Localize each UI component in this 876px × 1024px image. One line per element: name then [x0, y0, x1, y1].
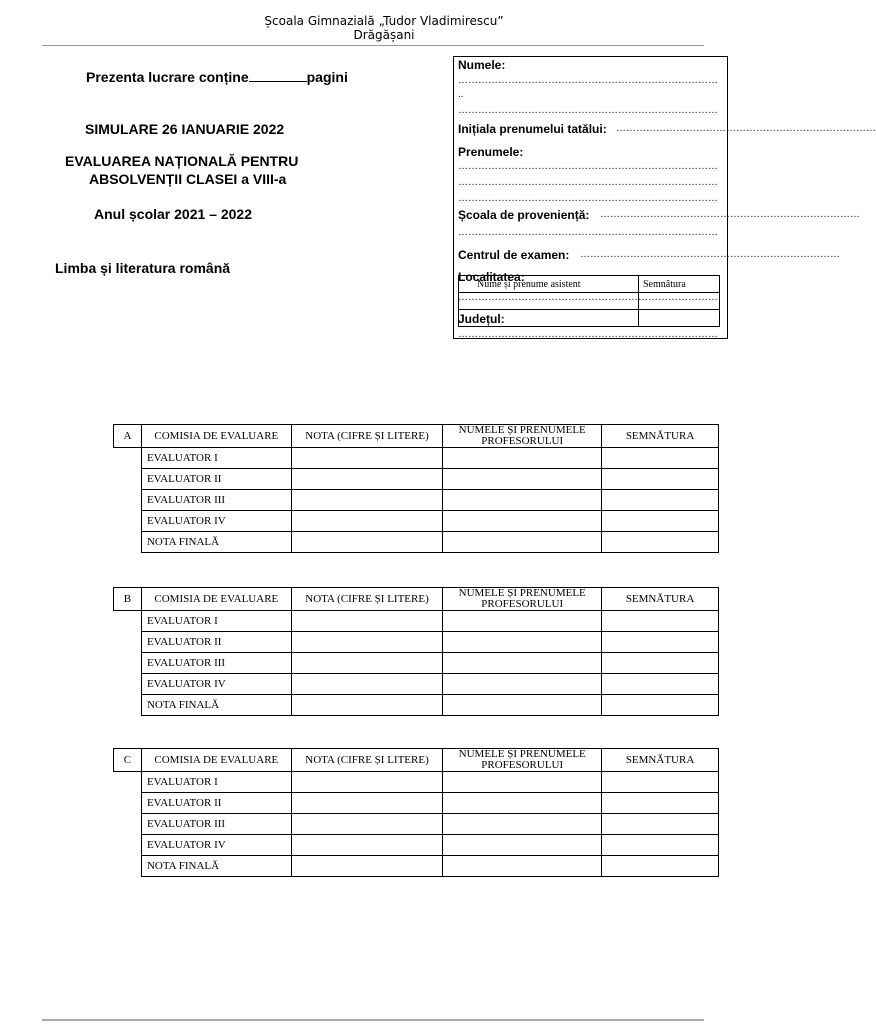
header-semnatura: SEMNĂTURA — [602, 588, 719, 611]
evaluator-label: EVALUATOR IV — [141, 674, 291, 695]
header-nota: NOTA (CIFRE ȘI LITERE) — [291, 588, 443, 611]
blank-cell — [114, 856, 142, 877]
table-row — [114, 835, 719, 856]
blank-cell — [114, 511, 142, 532]
evaluation-title-1: EVALUAREA NAȚIONALĂ PENTRU — [65, 153, 299, 169]
nota-cell[interactable] — [291, 772, 443, 793]
dots-prenumele-3[interactable]: …………………………………………………………………… — [458, 193, 718, 204]
table-row — [114, 653, 719, 674]
blank-cell — [114, 632, 142, 653]
evaluation-table-b — [113, 587, 719, 716]
evaluator-label: EVALUATOR IV — [141, 511, 291, 532]
dots-initiala[interactable]: …………………………………………………………………… — [616, 123, 876, 134]
school-header — [0, 14, 768, 42]
evaluator-label: EVALUATOR II — [141, 793, 291, 814]
dots-localitatea[interactable]: …………………………………………………………………… — [458, 292, 718, 303]
blank-cell — [114, 448, 142, 469]
table-row — [114, 772, 719, 793]
blank-cell — [114, 674, 142, 695]
semnatura-cell[interactable] — [602, 469, 719, 490]
table-letter: B — [114, 588, 142, 611]
header-profesor: NUMELE ȘI PRENUMELE PROFESORULUI — [443, 749, 602, 772]
header-divider — [42, 45, 704, 46]
profesor-cell[interactable] — [443, 814, 602, 835]
semnatura-cell[interactable] — [602, 835, 719, 856]
blank-cell — [114, 772, 142, 793]
evaluator-label: EVALUATOR II — [141, 469, 291, 490]
nota-cell[interactable] — [291, 469, 443, 490]
evaluation-title-2: ABSOLVENȚII CLASEI a VIII-a — [89, 171, 287, 187]
nota-cell[interactable] — [291, 674, 443, 695]
nota-cell[interactable] — [291, 490, 443, 511]
header-nota: NOTA (CIFRE ȘI LITERE) — [291, 749, 443, 772]
evaluation-table-c — [113, 748, 719, 877]
assistant-signature-header: Semnătura — [639, 276, 720, 293]
label-scoala: Școala de proveniență: — [458, 208, 590, 222]
table-row — [114, 695, 719, 716]
pages-suffix: pagini — [306, 69, 348, 85]
table-row — [114, 611, 719, 632]
blank-cell — [114, 653, 142, 674]
semnatura-cell[interactable] — [602, 793, 719, 814]
profesor-cell[interactable] — [443, 490, 602, 511]
pages-blank[interactable] — [249, 69, 307, 82]
evaluator-label: EVALUATOR IV — [141, 835, 291, 856]
table-row — [114, 793, 719, 814]
profesor-cell[interactable] — [443, 653, 602, 674]
nota-cell[interactable] — [291, 511, 443, 532]
school-town: Drăgășani — [353, 28, 415, 42]
header-profesor: NUMELE ȘI PRENUMELE PROFESORULUI — [443, 425, 602, 448]
table-header-row — [114, 749, 719, 772]
label-judetul: Județul: — [458, 312, 505, 326]
pages-line — [86, 69, 348, 85]
dots-prenumele-2[interactable]: …………………………………………………………………… — [458, 177, 718, 188]
footer-divider — [42, 1019, 704, 1021]
profesor-cell[interactable] — [443, 856, 602, 877]
profesor-cell[interactable] — [443, 793, 602, 814]
dots-prenumele[interactable]: …………………………………………………………………… — [458, 161, 718, 172]
profesor-cell[interactable] — [443, 695, 602, 716]
table-row — [114, 448, 719, 469]
dots-numele-3[interactable]: …………………………………………………………………… — [458, 105, 718, 116]
pages-prefix: Prezenta lucrare conține — [86, 69, 249, 85]
semnatura-cell[interactable] — [602, 632, 719, 653]
evaluator-label: NOTA FINALĂ — [141, 532, 291, 553]
profesor-cell[interactable] — [443, 469, 602, 490]
semnatura-cell[interactable] — [602, 490, 719, 511]
blank-cell — [114, 814, 142, 835]
semnatura-cell[interactable] — [602, 611, 719, 632]
table-letter: A — [114, 425, 142, 448]
semnatura-cell[interactable] — [602, 772, 719, 793]
evaluator-label: EVALUATOR II — [141, 632, 291, 653]
profesor-cell[interactable] — [443, 448, 602, 469]
table-row — [114, 632, 719, 653]
blank-cell — [114, 469, 142, 490]
semnatura-cell[interactable] — [602, 856, 719, 877]
dots-judetul[interactable]: …………………………………………………………………… — [458, 329, 718, 340]
evaluator-label: EVALUATOR I — [141, 611, 291, 632]
nota-cell[interactable] — [291, 695, 443, 716]
nota-cell[interactable] — [291, 632, 443, 653]
profesor-cell[interactable] — [443, 632, 602, 653]
assistant-signature-cell-2[interactable] — [639, 310, 720, 327]
semnatura-cell[interactable] — [602, 448, 719, 469]
label-centrul: Centrul de examen: — [458, 248, 570, 262]
evaluator-label: EVALUATOR III — [141, 814, 291, 835]
blank-cell — [114, 793, 142, 814]
dots-scoala-2[interactable]: …………………………………………………………………… — [458, 227, 718, 238]
evaluator-label: EVALUATOR I — [141, 448, 291, 469]
evaluator-label: NOTA FINALĂ — [141, 695, 291, 716]
nota-cell[interactable] — [291, 532, 443, 553]
evaluator-label: EVALUATOR I — [141, 772, 291, 793]
blank-cell — [114, 532, 142, 553]
simulation-title: SIMULARE 26 IANUARIE 2022 — [85, 121, 285, 137]
table-row — [114, 814, 719, 835]
label-prenumele: Prenumele: — [458, 145, 524, 159]
label-initiala: Inițiala prenumelui tatălui: — [458, 122, 607, 136]
table-header-row — [114, 588, 719, 611]
candidate-id-box — [453, 56, 876, 340]
semnatura-cell[interactable] — [602, 511, 719, 532]
table-row — [114, 532, 719, 553]
table-row — [114, 674, 719, 695]
table-row — [114, 490, 719, 511]
profesor-cell[interactable] — [443, 835, 602, 856]
school-name: Școala Gimnazială „Tudor Vladimirescu” — [264, 14, 504, 28]
label-numele: Numele: — [458, 58, 506, 72]
profesor-cell[interactable] — [443, 611, 602, 632]
school-year: Anul școlar 2021 – 2022 — [94, 206, 252, 222]
blank-cell — [114, 611, 142, 632]
header-nota: NOTA (CIFRE ȘI LITERE) — [291, 425, 443, 448]
table-row — [114, 511, 719, 532]
header-comisia: COMISIA DE EVALUARE — [141, 425, 291, 448]
semnatura-cell[interactable] — [602, 674, 719, 695]
dots-numele-2: .. — [458, 89, 464, 100]
dots-scoala[interactable]: …………………………………………………………………… — [600, 209, 860, 220]
nota-cell[interactable] — [291, 653, 443, 674]
table-letter: C — [114, 749, 142, 772]
profesor-cell[interactable] — [443, 772, 602, 793]
profesor-cell[interactable] — [443, 532, 602, 553]
dots-numele[interactable]: …………………………………………………………………… — [458, 75, 718, 86]
nota-cell[interactable] — [291, 856, 443, 877]
nota-cell[interactable] — [291, 793, 443, 814]
subject: Limba și literatura română — [55, 260, 231, 276]
evaluator-label: NOTA FINALĂ — [141, 856, 291, 877]
semnatura-cell[interactable] — [602, 814, 719, 835]
semnatura-cell[interactable] — [602, 653, 719, 674]
header-comisia: COMISIA DE EVALUARE — [141, 588, 291, 611]
table-row — [114, 469, 719, 490]
blank-cell — [114, 695, 142, 716]
blank-cell — [114, 490, 142, 511]
nota-cell[interactable] — [291, 814, 443, 835]
table-header-row — [114, 425, 719, 448]
profesor-cell[interactable] — [443, 511, 602, 532]
header-profesor: NUMELE ȘI PRENUMELE PROFESORULUI — [443, 588, 602, 611]
blank-cell — [114, 835, 142, 856]
evaluator-label: EVALUATOR III — [141, 653, 291, 674]
profesor-cell[interactable] — [443, 674, 602, 695]
nota-cell[interactable] — [291, 611, 443, 632]
header-semnatura: SEMNĂTURA — [602, 749, 719, 772]
semnatura-cell[interactable] — [602, 695, 719, 716]
nota-cell[interactable] — [291, 835, 443, 856]
label-localitatea: Localitatea: — [458, 270, 525, 284]
header-semnatura: SEMNĂTURA — [602, 425, 719, 448]
evaluation-table-a — [113, 424, 719, 553]
table-row — [114, 856, 719, 877]
header-comisia: COMISIA DE EVALUARE — [141, 749, 291, 772]
evaluator-label: EVALUATOR III — [141, 490, 291, 511]
nota-cell[interactable] — [291, 448, 443, 469]
semnatura-cell[interactable] — [602, 532, 719, 553]
assistant-name-header: Nume și prenume asistent — [459, 276, 639, 293]
dots-centrul[interactable]: …………………………………………………………………… — [580, 249, 840, 260]
